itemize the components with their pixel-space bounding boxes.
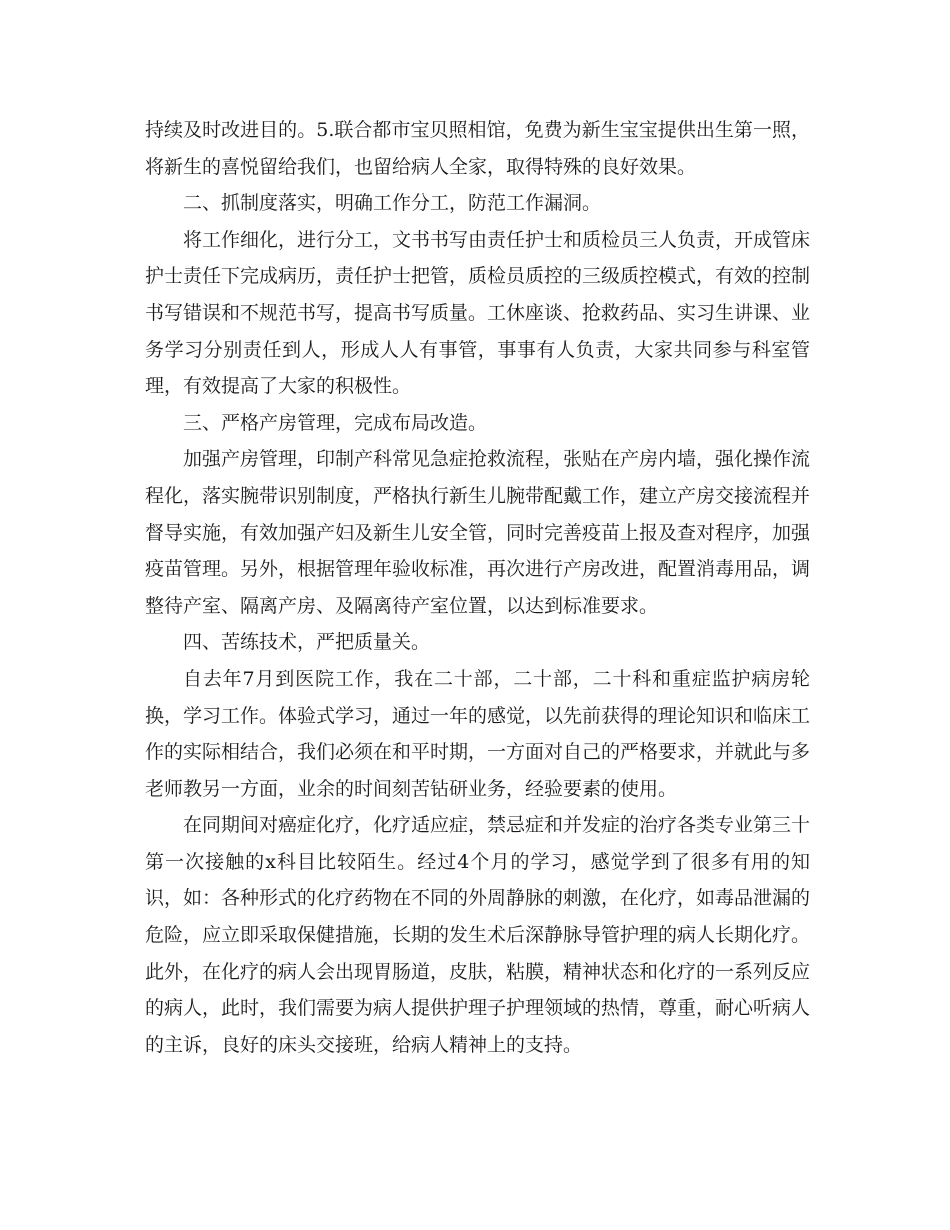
document-body	[145, 112, 810, 1063]
paragraph-continuation: 持续及时改进目的。5.联合都市宝贝照相馆，免费为新生宝宝提供出生第一照，将新生的喜悦留给我们，也留给病人全家，取得特殊的良好效果。	[145, 119, 810, 178]
paragraph-training: 自去年7月到医院工作，我在二十部，二十部，二十科和重症监护病房轮换，学习工作。体验式学习，通过一年的感觉，以先前获得的理论知识和临床工作的实际相结合，我们必须在和平时期，一方面对自己的严格要求，并就此与多老师教另一方面，业余的时间刻苦钻研业务，经验要素的使用。	[145, 667, 811, 800]
paragraph-chemotherapy: 在同期间对癌症化疗，化疗适应症，禁忌症和并发症的治疗各类专业第三十第一次接触的x科目比较陌生。经过4个月的学习，感觉学到了很多有用的知识，如：各种形式的化疗药物在不同的外周静脉的刺激，在化疗，如毒品泄漏的危险，应立即采取保健措施，长期的发生术后深静脉导管护理的病人长期化疗。此外，在化疗的病人会出现胃肠道，皮肤，粘膜，精神状态和化疗的一系列反应的病人，此时，我们需要为病人提供护理子护理领域的热情，尊重，耐心听病人的主诉，良好的床头交接班，给病人精神上的支持。	[145, 814, 811, 1056]
paragraph-delivery-room: 加强产房管理，印制产科常见急症抢救流程，张贴在产房内墙，强化操作流程化，落实腕带识别制度，严格执行新生儿腕带配戴工作，建立产房交接流程并督导实施，有效加强产妇及新生儿安全管，同时完善疫苗上报及查对程序，加强疫苗管理。另外，根据管理年验收标准，再次进行产房改进，配置消毒用品，调整待产室、隔离产房、及隔离待产室位置，以达到标准要求。	[145, 448, 811, 617]
section-heading-4: 四、苦练技术，严把质量关。	[183, 631, 431, 654]
paragraph-work-division: 将工作细化，进行分工，文书书写由责任护士和质检员三人负责，开成管床护士责任下完成病历，责任护士把管，质检员质控的三级质控模式，有效的控制书写错误和不规范书写，提高书写质量。工休座谈、抢救药品、实习生讲课、业务学习分别责任到人，形成人人有事管，事事有人负责，大家共同参与科室管理，有效提高了大家的积极性。	[145, 228, 811, 398]
section-heading-2: 二、抓制度落实，明确工作分工，防范工作漏洞。	[183, 192, 602, 215]
section-heading-3: 三、严格产房管理，完成布局改造。	[183, 411, 488, 434]
